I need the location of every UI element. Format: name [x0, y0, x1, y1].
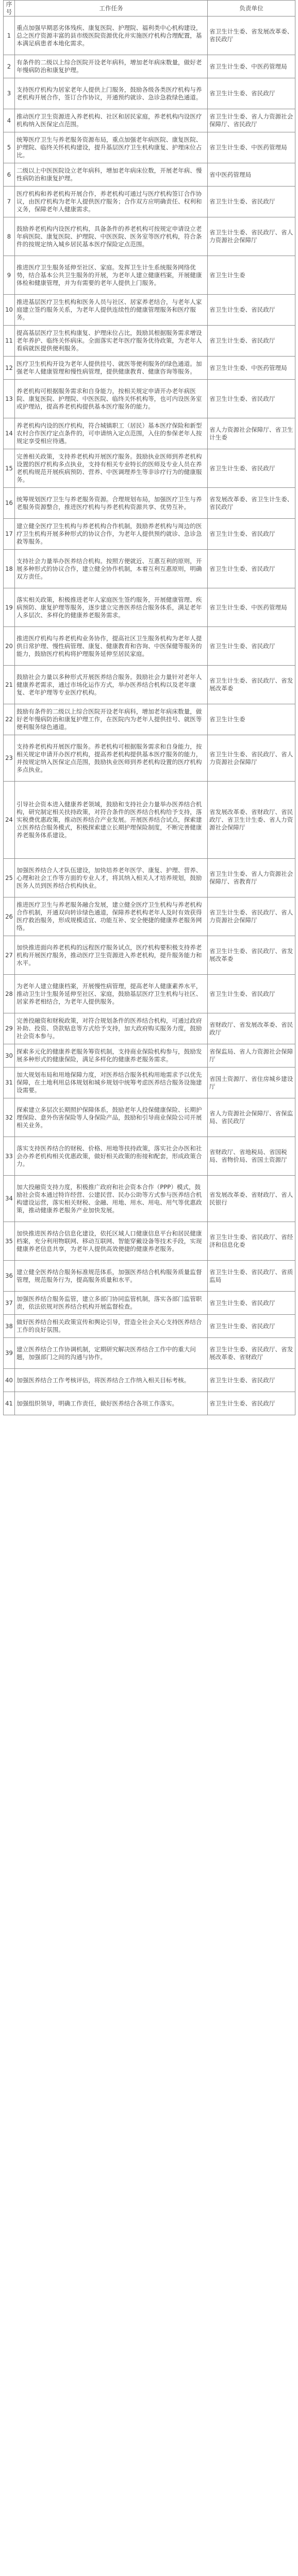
- row-number: 3: [4, 78, 15, 109]
- row-number: 37: [4, 1292, 15, 1315]
- row-dept: 省发展改革委、省财政厅、省民政厅、省卫生计生委、省人力资源社会保障厅: [208, 782, 295, 859]
- table-row: [4, 1137, 295, 1176]
- row-task: 有条件的二级以上综合医院开设老年病科，增加老年病床数量，做好老年慢病防治和康复护理。: [15, 55, 208, 78]
- header-no: 序号: [4, 1, 15, 16]
- table-row: [4, 735, 295, 782]
- row-dept: 省卫生计生委、省民政厅、省人力资源社会保障厅: [208, 735, 295, 782]
- row-number: 25: [4, 859, 15, 897]
- row-dept: 省国土资源厅、省住房城乡建设厅: [208, 1067, 295, 1098]
- row-dept: 省卫生计生委、省民政厅: [208, 449, 295, 488]
- row-task: 提高基层医疗卫生机构康复、护理床位占比，鼓励其根据服务需求增设老年养护、临终关怀病床。全面落实老年医疗服务优待政策，为老年人看病就医提供便利服务。: [15, 326, 208, 357]
- table-row: [4, 897, 295, 936]
- row-dept: 省发展改革委、省财政厅、省人民银行: [208, 1176, 295, 1222]
- row-task: 加快推进医养结合信息化建设，依托区域人口健康信息平台和居民健康档案，充分利用物联网、移动互联网、智能穿戴设备等技术手段，实现健康养老信息共享，为老年人提供高效便捷的健康养老服务。: [15, 1222, 208, 1261]
- row-task: 推进医疗卫生与养老服务融合发展，建立健全医疗卫生机构与养老机构合作机制，开通双向转诊绿色通道，保障养老机构老年人及时有效获得医疗救治服务，形成规模适宜、功能互补、安全便捷的健康养老服务网络。: [15, 897, 208, 936]
- row-number: 18: [4, 550, 15, 588]
- row-task: 完善相关政策，支持养老机构开展医疗服务。鼓励执业医师到养老机构设置的医疗机构多点执业，支持有相关专业特长的医师及专业人员在养老机构规范开展疾病预防、营养、中医调理养生等非诊疗行为的健康服务。: [15, 449, 208, 488]
- row-task: 鼓励有条件的二级以上综合医院开设老年病科，增加老年病床数量，做好老年慢病防治和康复护理工作，在医院内为老年人提供挂号、就医等便利服务绿色通道。: [15, 704, 208, 735]
- row-dept: 省卫生计生委、中医药管理局: [208, 132, 295, 163]
- row-task: 支持养老机构开展医疗服务。养老机构可根据服务需求和自身能力，按相关规定申请开办医疗机构，提高养老机构提供基本医疗服务的能力，并按规定纳入医保定点范围，鼓励执业医师到养老机构设置的医疗机构多点执业。: [15, 735, 208, 782]
- row-number: 21: [4, 666, 15, 704]
- row-dept: 省卫生计生委、省民政厅、省质监局: [208, 1261, 295, 1292]
- row-number: 11: [4, 326, 15, 357]
- row-task: 加大投融资支持力度，积极推广政府和社会资本合作（PPP）模式，鼓励社会资本通过特许经营、公建民营、民办公助等方式参与医养结合机构建设运营，落实相关财税、金融、用地、用水、用电、用气等优惠政策，推动健康养老服务产业加快发展。: [15, 1176, 208, 1222]
- row-task: 加快推进面向养老机构的远程医疗服务试点，医疗机构要积极支持养老机构开展医疗服务，推动医疗卫生资源进入养老机构，提升服务能力和水平。: [15, 936, 208, 975]
- table-row: [4, 1176, 295, 1222]
- table-row: [4, 1392, 295, 1415]
- table-row: [4, 217, 295, 256]
- row-task: 引导社会资本进入健康养老领域，鼓励和支持社会力量举办医养结合机构，研究制定相关扶持政策，对符合条件的医养结合机构给予支持，落实税费优惠政策，推动医养结合产业发展。开展医养结合试点，探索建立医养结合服务模式，积极探索建立长期护理保险制度，不断完善健康养老服务体系建设。: [15, 782, 208, 859]
- row-number: 12: [4, 357, 15, 380]
- table-row: [4, 449, 295, 488]
- table-row: [4, 975, 295, 1013]
- row-dept: 省卫生计生委、省民政厅: [208, 380, 295, 418]
- row-number: 28: [4, 975, 15, 1013]
- row-dept: 省卫生计生委、省民政厅、省经济和信息化委: [208, 1222, 295, 1261]
- table-row: [4, 666, 295, 704]
- row-task: 统筹医疗卫生与养老服务资源布局，重点加强老年病医院、康复医院、护理院、临终关怀机构建设，提升基层医疗卫生机构康复、护理床位占比。: [15, 132, 208, 163]
- header-dept: 负责单位: [208, 1, 295, 16]
- row-dept: 省卫生计生委、省民政厅: [208, 1315, 295, 1338]
- table-row: [4, 1098, 295, 1137]
- row-number: 23: [4, 735, 15, 782]
- row-number: 22: [4, 704, 15, 735]
- row-number: 36: [4, 1261, 15, 1292]
- row-number: 10: [4, 295, 15, 326]
- row-task: 统筹规划医疗卫生与养老服务资源。合理规划布局，加强医疗卫生与养老服务资源整合，推进医疗机构与养老机构资源共享、优势互补。: [15, 488, 208, 519]
- row-dept: 省卫生计生委、省民政厅: [208, 187, 295, 217]
- row-number: 7: [4, 187, 15, 217]
- row-dept: 省卫生计生委、省民政厅、省人力资源社会保障厅: [208, 217, 295, 256]
- table-row: [4, 1044, 295, 1067]
- row-dept: 省人力资源社会保障厅、省卫生计生委: [208, 418, 295, 449]
- row-number: 34: [4, 1176, 15, 1222]
- table-row: [4, 1369, 295, 1392]
- table-row: [4, 380, 295, 418]
- table-row: [4, 418, 295, 449]
- row-task: 加大规划布局和用地保障力度，对医养结合服务机构用地需求予以优先保障，在土地利用总体规划和城乡规划中统筹考虑医养结合服务设施建设需要。: [15, 1067, 208, 1098]
- row-task: 重点加强早期恶劣体残疾、康复医院、护理院、福利类中心机构建设，总之医疗资源丰富的县市级医院资源优化并实施医疗机构合理配置，基本满足病患者本地化需求。: [15, 16, 208, 55]
- row-number: 29: [4, 1013, 15, 1044]
- table-row: [4, 859, 295, 897]
- row-dept: 省财政厅、省地税局、省国税局、省物价局、省国土资源厅: [208, 1137, 295, 1176]
- row-number: 8: [4, 217, 15, 256]
- row-number: 26: [4, 897, 15, 936]
- row-task: 建立健全医疗卫生机构与养老机构合作机制，鼓励养老机构与周边的医疗卫生机构开展多种形式的协议合作，为老年人提供预约就诊、急诊急救等服务。: [15, 519, 208, 550]
- table-row: [4, 163, 295, 187]
- table-row: [4, 295, 295, 326]
- table-row: [4, 550, 295, 588]
- row-dept: 省发展改革委、省卫生计生委、省民政厅: [208, 488, 295, 519]
- row-dept: 省保监局、省人力资源社会保障厅: [208, 1044, 295, 1067]
- row-task: 推进医疗机构与养老机构业务协作，提高社区卫生服务机构为老年人提供日常护理、慢性病管理、康复、健康教育和咨询、中医保健等服务的能力，鼓励医疗机构将护理服务延伸至居民家庭。: [15, 627, 208, 666]
- row-number: 13: [4, 380, 15, 418]
- row-dept: 省卫生计生委、省民政厅、省发展改革委: [208, 666, 295, 704]
- row-task: 养老机构可根据服务需求和自身能力，按相关规定申请开办老年病医院、康复医院、护理院、中医医院、临终关怀机构等，也可内设医务室或护理站，提高养老机构提供基本医疗服务的能力。: [15, 380, 208, 418]
- row-task: 医疗卫生机构开设为老年人提供挂号、就医等便利服务的绿色通道。加强老年人健康管理和慢性病管理，提供健康教育、健康咨询等服务。: [15, 357, 208, 380]
- row-task: 鼓励社会力量以多种形式开展医养结合服务。鼓励社会力量针对老年人健康养老需求，通过市场化运作方式，举办医养结合机构以及老年康复、老年护理等专业医疗机构。: [15, 666, 208, 704]
- table-row: [4, 782, 295, 859]
- row-dept: 省卫生计生委、省民政厅: [208, 1369, 295, 1392]
- row-dept: 省卫生计生委、省民政厅: [208, 550, 295, 588]
- row-number: 39: [4, 1338, 15, 1369]
- row-number: 2: [4, 55, 15, 78]
- table-row: [4, 256, 295, 295]
- row-task: 建立医养结合工作协调机制，定期研究解决医养结合工作中的重大问题，加强部门之间的沟通与协作。: [15, 1338, 208, 1369]
- table-row: [4, 1315, 295, 1338]
- row-number: 4: [4, 109, 15, 132]
- row-task: 加强医养结合工作考核评估，将医养结合工作纳入相关目标考核。: [15, 1369, 208, 1392]
- table-row: [4, 627, 295, 666]
- row-task: 加强医养结合服务监管，建立多部门协同监管机制，落实各部门监管职责，依法依规对医养结合机构开展监督检查。: [15, 1292, 208, 1315]
- row-task: 建立健全医养结合服务标准规范体系，加强医养结合机构服务质量监督管理，规范服务行为，提高服务质量和水平。: [15, 1261, 208, 1292]
- table-row: [4, 519, 295, 550]
- table-row: [4, 1067, 295, 1098]
- row-number: 15: [4, 449, 15, 488]
- row-number: 30: [4, 1044, 15, 1067]
- row-number: 1: [4, 16, 15, 55]
- table-row: [4, 109, 295, 132]
- row-number: 38: [4, 1315, 15, 1338]
- row-task: 完善投融资和财税政策，对符合规划条件的医养结合机构，可通过政府补助、投资、贷款贴息等方式给予支持，加大政府购买服务力度，鼓励社会资本参与。: [15, 1013, 208, 1044]
- table-row: [4, 588, 295, 627]
- table-row: [4, 326, 295, 357]
- row-dept: 省卫生计生委、省民政厅: [208, 1292, 295, 1315]
- row-dept: 省卫生计生委、省人力资源社会保障厅、省民政厅: [208, 109, 295, 132]
- row-task: 推动医疗卫生资源进入养老机构、社区和居民家庭，养老机构内设医疗机构纳入医保定点范围。: [15, 109, 208, 132]
- table-row: [4, 55, 295, 78]
- row-task: 做好医养结合相关政策宣传和舆论引导，营造全社会关心支持医养结合工作的良好氛围。: [15, 1315, 208, 1338]
- row-dept: 省卫生计生委、省发展改革委、省民政厅: [208, 16, 295, 55]
- row-number: 40: [4, 1369, 15, 1392]
- row-task: 落实支持医养结合的财税、价格、用地等扶持政策，落实社会办医和社会办养老机构相关优惠政策，做好相关政策的衔接和配套，形成政策合力。: [15, 1137, 208, 1176]
- row-dept: 省卫生计生委、省民政厅: [208, 326, 295, 357]
- row-number: 35: [4, 1222, 15, 1261]
- row-dept: 省卫生计生委: [208, 256, 295, 295]
- row-number: 31: [4, 1067, 15, 1098]
- table-row: [4, 187, 295, 217]
- table-row: [4, 936, 295, 975]
- row-number: 9: [4, 256, 15, 295]
- row-number: 41: [4, 1392, 15, 1415]
- row-number: 19: [4, 588, 15, 627]
- table-row: [4, 1222, 295, 1261]
- row-number: 5: [4, 132, 15, 163]
- table-row: [4, 488, 295, 519]
- row-task: 推进医疗卫生服务延伸至社区、家庭。发挥卫生计生系统服务网络优势，结合基本公共卫生服务的开展，为老年人建立健康档案，开展健康体检和健康管理，并为有需要的老年人提供上门服务。: [15, 256, 208, 295]
- task-table: [3, 0, 295, 1415]
- row-dept: 省卫生计生委、省民政厅: [208, 1392, 295, 1415]
- row-dept: 省卫生计生委、省民政厅: [208, 295, 295, 326]
- row-number: 17: [4, 519, 15, 550]
- row-task: 探索建立多层次长期照护保障体系，鼓励老年人投保健康保险、长期护理保险、意外伤害保险等人身保险产品，鼓励和引导商业保险公司开展相关业务。: [15, 1098, 208, 1137]
- row-number: 24: [4, 782, 15, 859]
- row-number: 16: [4, 488, 15, 519]
- row-dept: 省卫生计生委、省民政厅: [208, 78, 295, 109]
- table-row: [4, 704, 295, 735]
- row-dept: 省卫生计生委、省民政厅、省发展改革委、省财政厅: [208, 1338, 295, 1369]
- header-row: [4, 1, 295, 16]
- row-dept: 省卫生计生委、省民政厅、省发展改革委: [208, 936, 295, 975]
- row-task: 探索多元化的健康养老服务筹资机制，支持商业保险机构参与，鼓励发展多种形式的健康保险，满足多样化的健康养老服务需求。: [15, 1044, 208, 1067]
- table-row: [4, 1261, 295, 1292]
- table-row: [4, 16, 295, 55]
- row-task: 推进基层医疗卫生机构和医务人员与社区、居家养老结合，与老年人家庭建立签约服务关系，为老年人提供连续性的健康管理服务和医疗服务。: [15, 295, 208, 326]
- row-task: 医疗机构和养老机构开展合作，养老机构可通过与医疗机构签订合作协议，由医疗机构为老年人提供医疗服务；合作双方应明确责任、权利和义务，保障老年人健康需求。: [15, 187, 208, 217]
- table-row: [4, 1292, 295, 1315]
- table-row: [4, 78, 295, 109]
- row-dept: 省中医药管理局: [208, 163, 295, 187]
- row-task: 支持社会力量举办医养结合机构。按照方便就近、互惠互利的原则，开展多种形式的协议合作，建立健全协作机制，本着互利互惠原则，明确双方责任。: [15, 550, 208, 588]
- row-task: 落实相关政策，积极推进老年人家庭医生签约服务，开展健康管理、疾病预防、康复护理等服务，逐步建立完善医养结合服务体系，满足老年人多层次、多样化的健康养老服务需求。: [15, 588, 208, 627]
- row-dept: 省卫生计生委、省民政厅: [208, 975, 295, 1013]
- row-dept: 省卫生计生委、省人力资源社会保障厅、省教育厅: [208, 859, 295, 897]
- row-dept: 省卫生计生委、省民政厅、省人力资源社会保障厅: [208, 897, 295, 936]
- row-task: 加强组织领导，明确工作责任，做好医养结合各项工作落实。: [15, 1392, 208, 1415]
- row-dept: 省卫生计生委、中医药管理局: [208, 55, 295, 78]
- row-dept: 省卫生计生委、省民政厅: [208, 627, 295, 666]
- row-dept: 省财政厅、省发展改革委、省民政厅: [208, 1013, 295, 1044]
- row-task: 鼓励养老机构内设医疗机构，具备条件的养老机构可按规定申请设立老年病医院、康复医院、护理院、中医医院、医务室等医疗机构，符合条件的按规定纳入城乡居民基本医疗保险定点范围。: [15, 217, 208, 256]
- row-number: 32: [4, 1098, 15, 1137]
- header-task: 工作任务: [15, 1, 208, 16]
- row-dept: 省卫生计生委: [208, 704, 295, 735]
- table-body: [4, 16, 295, 1415]
- row-number: 14: [4, 418, 15, 449]
- row-number: 27: [4, 936, 15, 975]
- row-task: 养老机构内设的医疗机构，符合城镇职工（居民）基本医疗保险和新型农村合作医疗定点条件的，可申请纳入定点范围，入住的参保老年人按规定享受相应待遇。: [15, 418, 208, 449]
- row-task: 支持医疗机构为居家老年人提供上门服务，鼓励各级各类医疗机构与养老机构开展合作，签订合作协议，开通预约就诊、急诊急救绿色通道。: [15, 78, 208, 109]
- row-task: 二级以上中医医院设立老年病科，增加老年病床位数，开展老年病、慢性病防治和康复护理。: [15, 163, 208, 187]
- row-dept: 省人力资源社会保障厅、省保监局、省民政厅: [208, 1098, 295, 1137]
- row-dept: 省卫生计生委、省民政厅: [208, 519, 295, 550]
- table-row: [4, 357, 295, 380]
- table-row: [4, 1338, 295, 1369]
- row-dept: 省卫生计生委、中医药管理局: [208, 357, 295, 380]
- row-task: 加强医养结合人才队伍建设，加快培养老年医学、康复、护理、营养、心理和社会工作等方面的专业人才，将其纳入相关人才培养规划，鼓励医务人员到医养结合机构执业。: [15, 859, 208, 897]
- row-number: 33: [4, 1137, 15, 1176]
- table-row: [4, 1013, 295, 1044]
- row-number: 20: [4, 627, 15, 666]
- row-number: 6: [4, 163, 15, 187]
- row-task: 为老年人建立健康档案，开展慢性病管理，提高老年人健康素养水平，推动卫生计生服务延伸至社区、家庭，鼓励基层医疗卫生机构与社区、居家养老相结合，为老年人提供服务。: [15, 975, 208, 1013]
- row-dept: 省卫生计生委、中医药管理局: [208, 588, 295, 627]
- table-row: [4, 132, 295, 163]
